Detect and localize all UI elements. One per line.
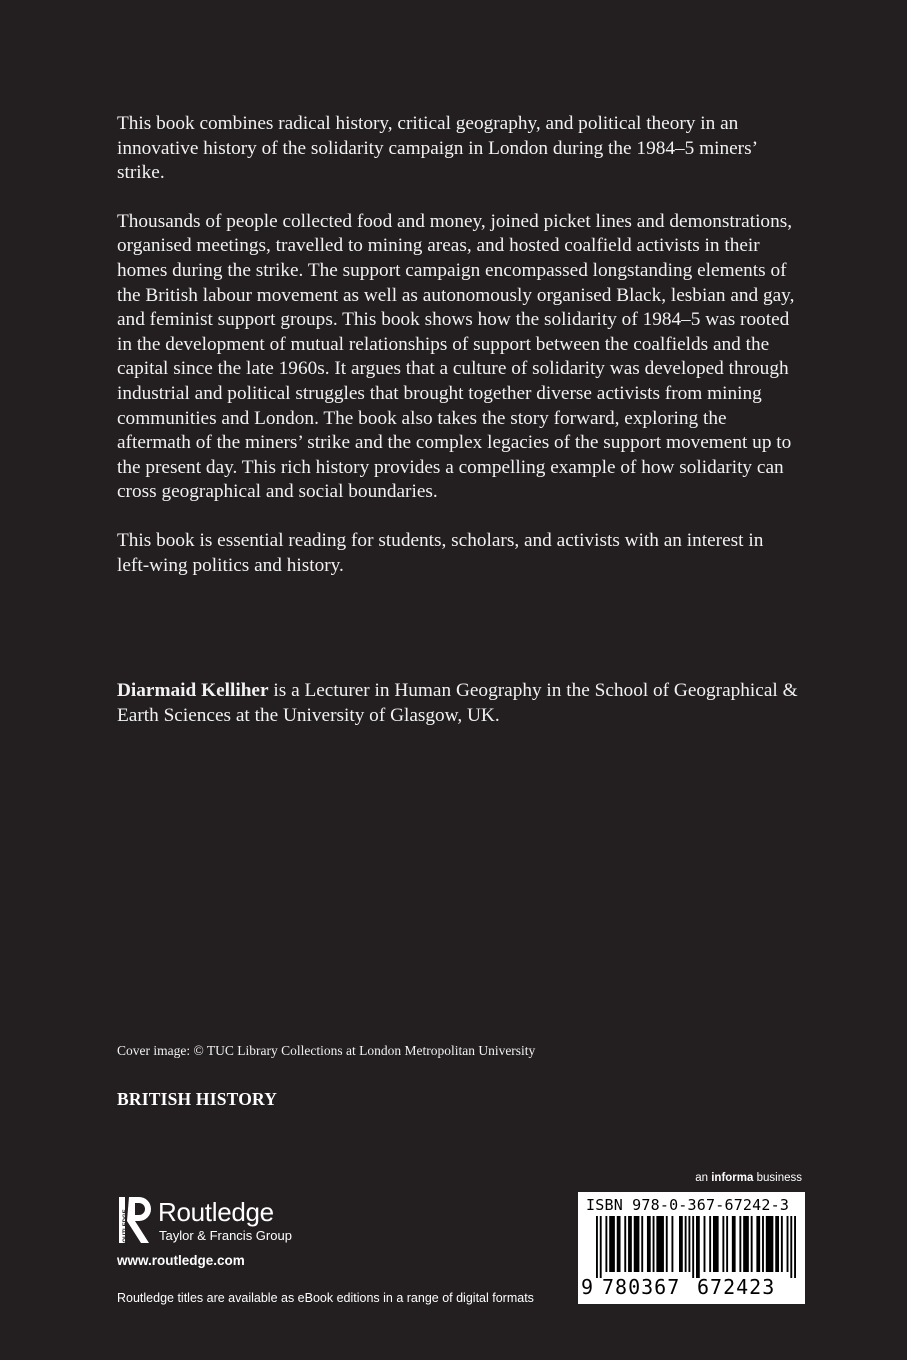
logo-mark-r [127, 1197, 151, 1243]
ebook-availability-note: Routledge titles are available as eBook editions in a range of digital formats [117, 1291, 534, 1305]
barcode-bar [692, 1216, 694, 1278]
barcode-bar [656, 1216, 664, 1272]
blurb-paragraph-1: This book combines radical history, critical geography, and political theory in an innovative history of the solidarity campaign in London during the 1984–5 miners’ strike. [117, 113, 757, 184]
publisher-name: Routledge [158, 1197, 274, 1227]
publisher-group: Taylor & Francis Group [159, 1228, 292, 1243]
blurb-paragraph-2: Thousands of people collected food and money, joined picket lines and demonstrations, organised meetings, travelled to mining areas, and hosted coalfield activists in their homes during the strike. The support campaign encompassed longstanding elements of the British labour movement as well as autonomously organised Black, lesbian and gay, and feminist support groups. This book shows how the solidarity of 1984–5 was rooted in the development of mutual relationships of support between the coalfields and the capital since the late 1960s. It argues that a culture of solidarity was developed through industrial and political struggles that brought together diverse activists from mining communities and London. The book also takes the story forward, exploring the aftermath of the miners’ strike and the complex legacies of the support movement up to the present day. This rich history provides a compelling example of how solidarity can cross geographical and social boundaries. [117, 210, 795, 503]
isbn-label: ISBN 978-0-367-67242-3 [586, 1196, 790, 1214]
barcode-bar [739, 1216, 741, 1272]
author-bio-text: is a Lecturer in Human Geography in the School of Geographical & Earth Sciences at the University of Glasgow, UK. [117, 680, 798, 726]
barcode-bar [628, 1216, 632, 1272]
barcode-bar [787, 1216, 789, 1272]
blurb-paragraph-3: This book is essential reading for students, scholars, and activists with an interest in left-wing politics and history. [117, 529, 764, 576]
barcode-bar [671, 1216, 673, 1272]
isbn-barcode [578, 1192, 805, 1304]
barcode-bar [688, 1216, 690, 1272]
publisher-url[interactable]: www.routledge.com [117, 1253, 245, 1268]
barcode-bar [781, 1216, 783, 1272]
barcode-bar [756, 1216, 760, 1272]
barcode-bar [634, 1216, 640, 1272]
barcode-bar [704, 1216, 706, 1272]
barcode-bar [722, 1216, 724, 1272]
barcode-bar [609, 1216, 615, 1272]
barcode-bar [762, 1216, 764, 1272]
author-name: Diarmaid Kelliher [117, 680, 269, 701]
logo-vertical-text: ROUTLEDGE [123, 1209, 129, 1247]
barcode-bar [790, 1216, 792, 1278]
subject-category: BRITISH HISTORY [117, 1089, 278, 1109]
barcode-bar [679, 1216, 683, 1272]
barcode-right-digits: 672423 [697, 1275, 776, 1299]
barcode-bar [624, 1216, 626, 1272]
barcode-bar [732, 1216, 736, 1272]
barcode-bar [766, 1216, 774, 1272]
informa-prefix: an [695, 1172, 712, 1184]
barcode-bar [666, 1216, 668, 1272]
barcode-bar [696, 1216, 700, 1278]
barcode-bar [596, 1216, 598, 1278]
barcode-bar [775, 1216, 779, 1272]
author-bio [117, 679, 807, 728]
barcode-bar [713, 1216, 719, 1272]
barcode-bar [605, 1216, 607, 1272]
cover-image-credit: Cover image: © TUC Library Collections at London Metropolitan University [117, 1043, 536, 1058]
barcode-bar [617, 1216, 621, 1272]
back-cover-blurb [117, 112, 797, 602]
barcode-bar [743, 1216, 749, 1272]
informa-business-tag [695, 1172, 802, 1184]
barcode-bar [641, 1216, 643, 1272]
barcode-bar [685, 1216, 687, 1272]
barcode-bar [794, 1216, 796, 1278]
barcode-first-digit: 9 [581, 1275, 594, 1299]
barcode-bar [726, 1216, 728, 1272]
barcode-left-digits: 780367 [602, 1275, 681, 1299]
informa-suffix: business [753, 1172, 802, 1184]
barcode-bar [709, 1216, 711, 1272]
informa-brand: informa [711, 1172, 754, 1184]
barcode-bar [653, 1216, 655, 1272]
barcode-bar [751, 1216, 753, 1272]
barcode-bar [647, 1216, 651, 1272]
barcode-bars-icon [596, 1216, 796, 1278]
barcode-bar [600, 1216, 602, 1278]
